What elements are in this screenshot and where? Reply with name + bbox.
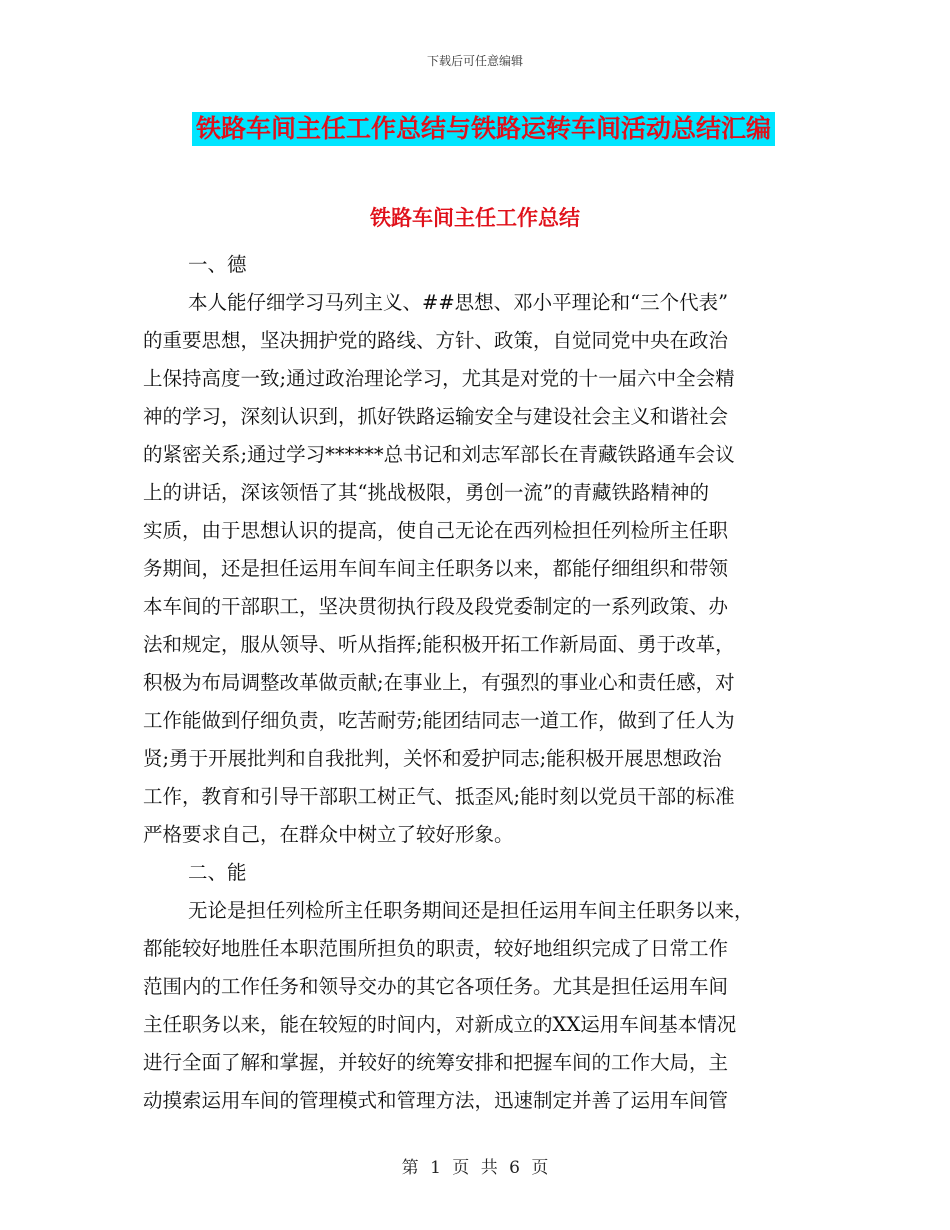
paragraph-line: 动摸索运用车间的管理模式和管理方法，迅速制定并善了运用车间管 (143, 1089, 729, 1112)
footer-total-word: 共 (480, 1158, 498, 1178)
paragraph-line: 严格要求自己，在群众中树立了较好形象。 (143, 823, 514, 846)
section-heading-neng: 二、能 (188, 861, 247, 884)
footer-current-page: 1 (430, 1158, 441, 1178)
footer-suffix: 页 (531, 1158, 549, 1178)
body-text (143, 246, 813, 1120)
paragraph-line: 上的讲话，深该领悟了其“挑战极限，勇创一流”的青藏铁路精神的 (143, 481, 709, 504)
section-heading-de: 一、德 (188, 253, 247, 276)
paragraph-line: 进行全面了解和掌握，并较好的统筹安排和把握车间的工作大局，主 (143, 1051, 729, 1074)
page-footer (0, 1153, 950, 1178)
paragraph-line: 工作能做到仔细负责，吃苦耐劳;能团结同志一道工作，做到了任人为 (143, 709, 735, 732)
paragraph-line: 范围内的工作任务和领导交办的其它各项任务。尤其是担任运用车间 (143, 975, 729, 998)
footer-page-word: 页 (452, 1158, 470, 1178)
paragraph-line: 务期间，还是担任运用车间车间主任职务以来，都能仔细组织和带领 (143, 557, 729, 580)
main-title: 铁路车间主任工作总结与铁路运转车间活动总结汇编 (192, 112, 775, 146)
paragraph-line: 工作，教育和引导干部职工树正气、抵歪风;能时刻以党员干部的标准 (143, 785, 735, 808)
paragraph-line: 实质，由于思想认识的提高，使自己无论在西列检担任列检所主任职 (143, 519, 729, 542)
sub-title: 铁路车间主任工作总结 (370, 206, 580, 230)
paragraph-line: 本车间的干部职工，坚决贯彻执行段及段党委制定的一系列政策、办 (143, 595, 729, 618)
paragraph-line: 本人能仔细学习马列主义、##思想、邓小平理论和“三个代表” (188, 291, 729, 314)
paragraph-line: 主任职务以来，能在较短的时间内，对新成立的XX运用车间基本情况 (143, 1013, 737, 1036)
paragraph-line: 积极为布局调整改革做贡献;在事业上，有强烈的事业心和责任感，对 (143, 671, 735, 694)
paragraph-line: 无论是担任列检所主任职务期间还是担任运用车间主任职务以来， (188, 899, 754, 922)
paragraph-line: 上保持高度一致;通过政治理论学习，尤其是对党的十一届六中全会精 (143, 367, 735, 390)
paragraph-line: 法和规定，服从领导、听从指挥;能积极开拓工作新局面、勇于改革， (143, 633, 735, 656)
footer-total-pages: 6 (509, 1158, 520, 1178)
paragraph-line: 的紧密关系;通过学习******总书记和刘志军部长在青藏铁路通车会议 (143, 443, 735, 466)
paragraph-line: 的重要思想，坚决拥护党的路线、方针、政策，自觉同党中央在政治 (143, 329, 729, 352)
header-note: 下载后可任意编辑 (426, 54, 523, 68)
footer-prefix: 第 (401, 1158, 419, 1178)
paragraph-line: 贤;勇于开展批判和自我批判，关怀和爱护同志;能积极开展思想政治 (143, 747, 722, 770)
paragraph-line: 都能较好地胜任本职范围所担负的职责，较好地组织完成了日常工作 (143, 937, 729, 960)
paragraph-line: 神的学习，深刻认识到，抓好铁路运输安全与建设社会主义和谐社会 (143, 405, 729, 428)
